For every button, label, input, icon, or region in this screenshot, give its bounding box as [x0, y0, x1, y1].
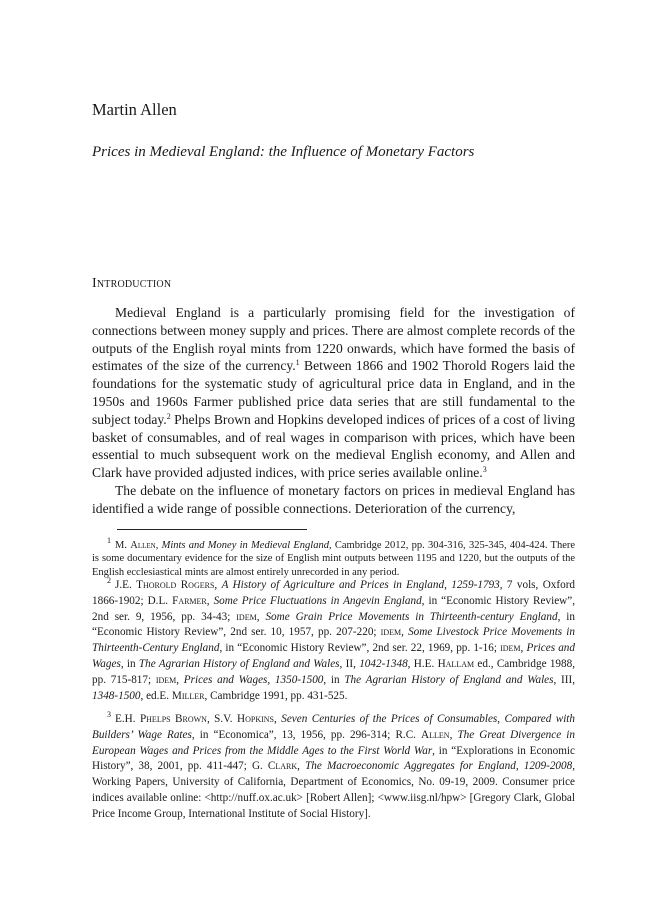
footnote-author: Allen — [130, 540, 156, 551]
footnote-text: , — [520, 642, 527, 655]
footnote-ref-1[interactable]: 1 — [295, 358, 300, 368]
footnote-work-title: 1348-1500 — [92, 689, 141, 702]
footnote-text: , Cambridge 2012, pp. 304-316, 325-345, 404-424. There is some documentary evidence for the size of English mint outputs between 1195 and 1220, but the outputs of the English ecclesiastical mints are almost entirely unrecorded in any period. — [92, 540, 576, 578]
footnote-text: , III, — [553, 673, 576, 686]
footnote-text: , ed.E. — [140, 689, 172, 702]
footnote-work-title: 1042-1348 — [359, 657, 408, 670]
footnote-text: , II, — [339, 657, 360, 670]
body-paragraph-1 — [92, 304, 575, 482]
footnote-author: Allen — [421, 728, 450, 741]
footnote-idem: idem — [236, 610, 257, 623]
footnote-author: Phelps Brown — [139, 713, 207, 725]
footnote-author: Farmer — [172, 594, 207, 607]
footnote-text: , — [214, 579, 222, 591]
footnote-2 — [92, 578, 575, 704]
footnote-text: , in — [120, 657, 139, 670]
footnote-idem: idem — [500, 642, 521, 655]
footnote-text: M. — [115, 540, 131, 551]
footnote-work-title: Some Price Fluctuations in Angevin England — [213, 594, 422, 607]
footnote-ref-3[interactable]: 3 — [482, 465, 487, 475]
body-text — [92, 304, 575, 518]
footnote-work-title: Seven Centuries of the Prices of Consumables, Compared with Builders’ Wage Rates — [92, 713, 576, 741]
footnote-work-title: Some Grain Price Movements in Thirteenth-century England — [265, 610, 558, 623]
footnote-work-title: The Macroeconomic Aggregates for England, 1209-2008 — [305, 760, 573, 773]
footnote-number: 3 — [107, 710, 111, 719]
section-heading: Introduction — [92, 276, 172, 291]
footnote-work-title: Prices and Wages, 1350-1500 — [183, 673, 324, 686]
footnote-work-title: The Great Divergence in European Wages and Prices from the Middle Ages to the First World War — [92, 728, 575, 757]
footnote-text: , Cambridge 1991, pp. 431-525. — [204, 689, 348, 702]
footnote-text: , S.V. — [206, 713, 238, 725]
footnote-text: , — [274, 713, 282, 725]
footnote-text: , — [206, 594, 214, 607]
body-text-span: Between 1866 and 1902 Thorold Rogers laid the foundations for the systematic study of agricultural price data in England, and in the 1950s and 1960s Farmer published price data series that are still fundamental to the subject today. — [92, 358, 575, 427]
footnote-work-title: Some Livestock Price Movements in Thirteenth-Century England — [92, 626, 576, 655]
footnote-work-title: A History of Agriculture and Prices in England, 1259-1793 — [221, 579, 500, 591]
footnote-author: Hallam — [437, 657, 475, 670]
footnote-author: Clark — [267, 760, 298, 773]
body-text-span: Medieval England is a particularly promising field for the investigation of connections between money supply and prices. There are almost complete records of the outputs of the English royal mints from 1220 onwards, which have formed the basis of estimates of the size of the currency. — [92, 305, 575, 374]
footnote-text: , in “Economic History Review”, 2nd ser. 10, 1957, pp. 207-220; — [92, 610, 575, 639]
footnote-idem: idem — [155, 673, 177, 686]
footnote-text: ed., Cambridge 1988, pp. 715-817; — [92, 657, 576, 686]
body-paragraph-2: The debate on the influence of monetary factors on prices in medieval England has identified a wide range of possible connections. Deterioration of the currency, — [92, 482, 575, 516]
footnote-text: , — [449, 728, 458, 741]
footnote-text: , in — [323, 673, 345, 686]
footnote-work-title: Prices and Wages — [92, 642, 575, 670]
footnote-text: , 7 vols, Oxford 1866-1902; D.L. — [92, 579, 576, 607]
footnote-number: 1 — [107, 536, 111, 545]
footnote-text: , in “Economic History Review”, 2nd ser. 9, 1956, pp. 34-43; — [92, 594, 575, 623]
footnote-text: , Working Papers, University of California, Department of Economics, No. 09-19, 2009. Consumer price indices available online: <http://nuff.ox.ac.uk> [Robert Allen]; <www.iisg.nl/hpw> [Gregory Clark, Global Price Income Group, International Institute of Social History]. — [92, 760, 576, 820]
footnote-text: , in “Economica”, 13, 1956, pp. 296-314; R.C. — [191, 728, 422, 741]
footnote-text: , in “Economic History Review”, 2nd ser. 22, 1969, pp. 1-16; — [219, 642, 501, 655]
footnote-text: , H.E. — [407, 657, 438, 670]
body-text-span: Phelps Brown and Hopkins developed indices of prices of a cost of living basket of consumables, and of real wages in comparison with prices, which have been essential to much subsequent work on the medieval English economy, and Allen and Clark have provided adjusted indices, with price series available online. — [92, 411, 575, 481]
footnote-author: Thorold Rogers — [136, 579, 215, 591]
footnote-text: , — [256, 610, 266, 623]
footnote-ref-2[interactable]: 2 — [166, 411, 171, 421]
footnote-author: Miller — [171, 689, 205, 702]
footnote-text: , — [297, 760, 306, 773]
footnote-number: 2 — [107, 576, 111, 585]
footnote-1 — [92, 536, 576, 579]
footnote-text: , in “Explorations in Economic History”, 38, 2001, pp. 411-447; G. — [92, 744, 575, 773]
footnote-work-title: The Agrarian History of England and Wales — [138, 657, 340, 670]
footnote-text: , — [155, 540, 162, 551]
footnote-text: , — [176, 673, 184, 686]
paper-title: Prices in Medieval England: the Influence of Monetary Factors — [92, 144, 475, 160]
footnote-author: Hopkins — [237, 713, 275, 725]
footnote-work-title: Mints and Money in Medieval England — [161, 540, 329, 551]
footnote-text: E.H. — [115, 713, 140, 725]
footnote-rule — [117, 529, 307, 530]
footnote-text: J.E. — [115, 579, 137, 591]
author-name: Martin Allen — [92, 100, 177, 119]
footnote-work-title: The Agrarian History of England and Wales — [344, 673, 554, 686]
footnote-text: , — [401, 626, 409, 639]
footnote-3 — [92, 712, 575, 823]
footnote-idem: idem — [380, 626, 402, 639]
